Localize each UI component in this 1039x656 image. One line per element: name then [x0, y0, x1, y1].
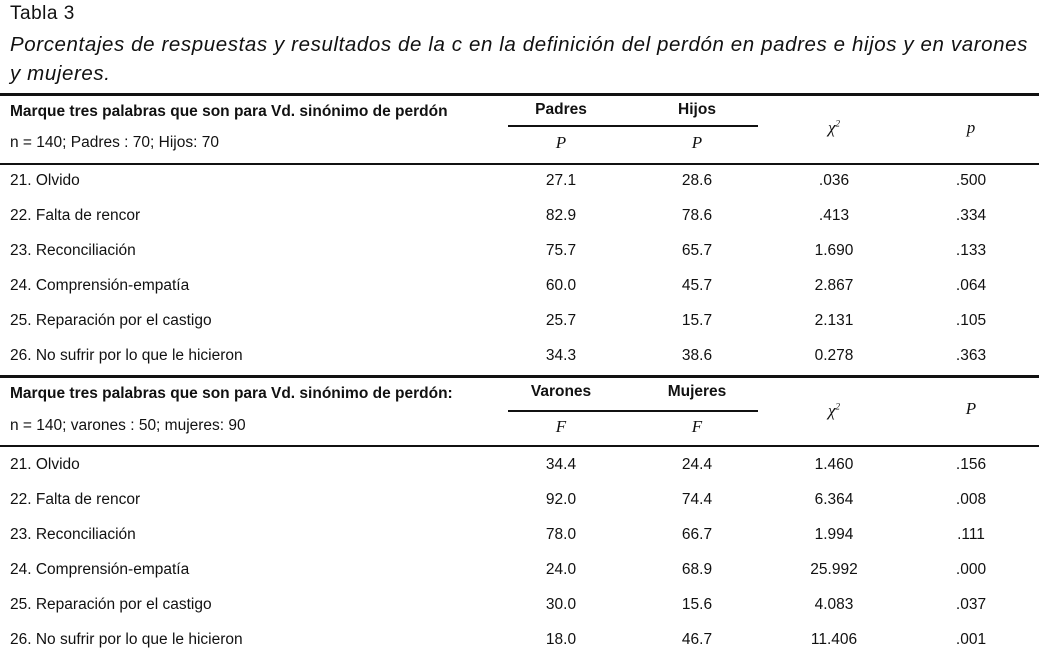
chi-value: 1.994 — [814, 526, 854, 543]
col2-value: 24.4 — [681, 456, 713, 473]
chi-value: 4.083 — [814, 596, 854, 613]
chi-value: 2.131 — [814, 312, 854, 329]
item-label: 21. Olvido — [10, 172, 80, 189]
section2-question: Marque tres palabras que son para Vd. sinónimo de perdón: — [10, 385, 453, 402]
section1-subheader-rule — [508, 125, 758, 127]
section1-header-rule — [0, 163, 1039, 165]
p-value: .334 — [955, 207, 987, 224]
item-label: 22. Falta de rencor — [10, 207, 141, 224]
item-label: 23. Reconciliación — [10, 242, 136, 259]
chi-value: .413 — [818, 207, 850, 224]
p-value: .037 — [955, 596, 987, 613]
section2-col2-subheader: F — [691, 417, 703, 436]
section1-col1-header: Padres — [535, 101, 587, 118]
col2-value: 15.6 — [681, 596, 713, 613]
section1-sample: n = 140; Padres : 70; Hijos: 70 — [10, 134, 219, 151]
chi-value: 25.992 — [810, 561, 858, 578]
col1-value: 34.4 — [545, 456, 577, 473]
chi-value: 6.364 — [814, 491, 854, 508]
chi-value: 1.690 — [814, 242, 854, 259]
col2-value: 15.7 — [681, 312, 713, 329]
col2-value: 45.7 — [681, 277, 713, 294]
table-caption: Porcentajes de respuestas y resultados de la c en la definición del perdón en padres e hijos y en varones y mujeres. — [10, 33, 1028, 85]
col2-value: 46.7 — [681, 631, 713, 648]
p-value: .111 — [957, 526, 985, 543]
col2-value: 78.6 — [681, 207, 713, 224]
p-value: .105 — [955, 312, 987, 329]
p-value: .156 — [955, 456, 987, 473]
p-value: .000 — [955, 561, 987, 578]
col1-value: 92.0 — [545, 491, 577, 508]
col2-value: 28.6 — [681, 172, 713, 189]
section2-top-rule — [0, 375, 1039, 378]
section2-sample: n = 140; varones : 50; mujeres: 90 — [10, 417, 246, 434]
item-label: 26. No sufrir por lo que le hicieron — [10, 347, 243, 364]
section2-col2-header: Mujeres — [667, 383, 727, 400]
section1-col1-subheader: P — [555, 133, 567, 152]
section2-chi-header: $\chi^2$ — [828, 401, 840, 420]
p-value: .001 — [955, 631, 987, 648]
col1-value: 27.1 — [545, 172, 577, 189]
col1-value: 30.0 — [545, 596, 577, 613]
chi-value: 11.406 — [810, 631, 858, 648]
col2-value: 74.4 — [681, 491, 713, 508]
col2-value: 65.7 — [681, 242, 713, 259]
section2-subheader-rule — [508, 410, 758, 412]
item-label: 22. Falta de rencor — [10, 491, 141, 508]
section1-chi-header: $\chi^2$ — [828, 118, 840, 137]
col2-value: 68.9 — [681, 561, 713, 578]
item-label: 26. No sufrir por lo que le hicieron — [10, 631, 243, 648]
item-label: 25. Reparación por el castigo — [10, 312, 212, 329]
item-label: 25. Reparación por el castigo — [10, 596, 212, 613]
p-value: .064 — [955, 277, 987, 294]
chi-value: .036 — [818, 172, 850, 189]
col1-value: 78.0 — [545, 526, 577, 543]
section2-p-header: P — [965, 399, 977, 418]
top-rule — [0, 93, 1039, 96]
chi-value: 0.278 — [814, 347, 854, 364]
chi-value: 1.460 — [814, 456, 854, 473]
section1-col2-header: Hijos — [678, 101, 716, 118]
section2-col1-header: Varones — [530, 383, 592, 400]
col1-value: 24.0 — [545, 561, 577, 578]
col2-value: 38.6 — [681, 347, 713, 364]
item-label: 21. Olvido — [10, 456, 80, 473]
section1-col2-subheader: P — [691, 133, 703, 152]
col1-value: 34.3 — [545, 347, 577, 364]
col1-value: 60.0 — [545, 277, 577, 294]
section1-p-header: p — [966, 118, 976, 137]
chi-value: 2.867 — [814, 277, 854, 294]
col1-value: 18.0 — [545, 631, 577, 648]
item-label: 24. Comprensión-empatía — [10, 277, 190, 294]
col1-value: 75.7 — [545, 242, 577, 259]
p-value: .363 — [955, 347, 987, 364]
p-value: .500 — [955, 172, 987, 189]
p-value: .008 — [955, 491, 987, 508]
section2-header-rule — [0, 445, 1039, 447]
col2-value: 66.7 — [681, 526, 713, 543]
section2-col1-subheader: F — [555, 417, 567, 436]
col1-value: 82.9 — [545, 207, 577, 224]
item-label: 24. Comprensión-empatía — [10, 561, 190, 578]
table-label: Tabla 3 — [10, 3, 75, 24]
col1-value: 25.7 — [545, 312, 577, 329]
section1-question: Marque tres palabras que son para Vd. sinónimo de perdón — [10, 103, 448, 120]
p-value: .133 — [955, 242, 987, 259]
item-label: 23. Reconciliación — [10, 526, 136, 543]
